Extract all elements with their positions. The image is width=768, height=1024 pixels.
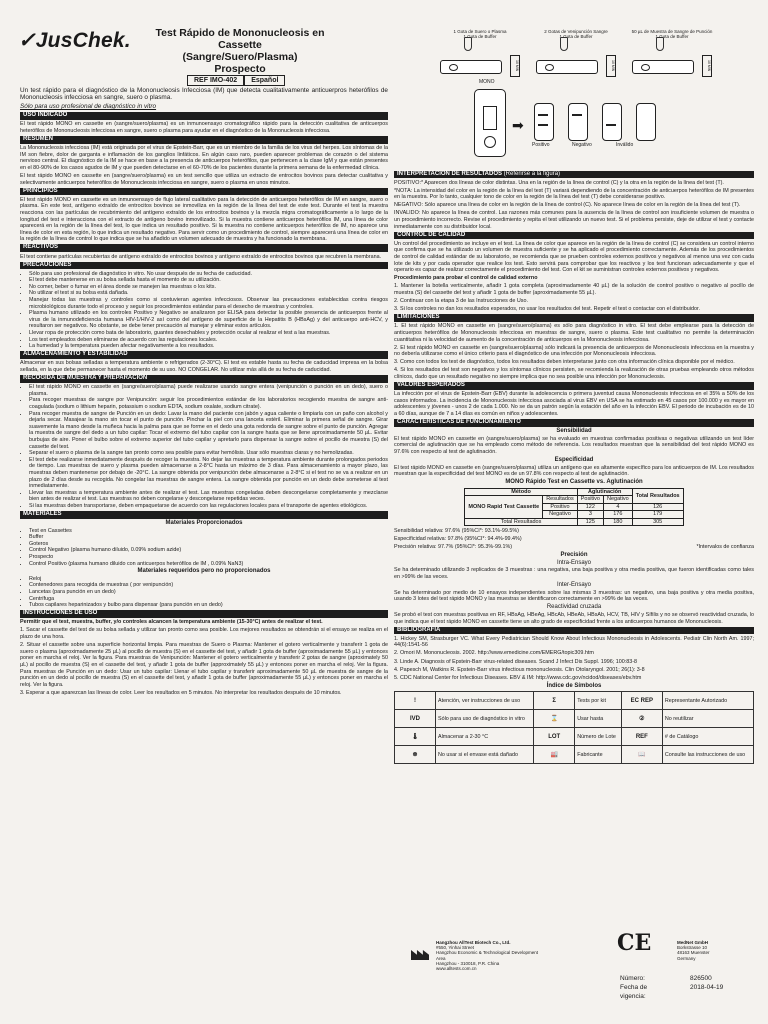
section-heading: BIBLIOGRAFIA (394, 627, 754, 635)
list-item: • El test debe mantenerse en su bolsa sellada hasta el momento de su utilización. (29, 277, 388, 284)
section-heading: PRECAUCIONES (20, 262, 388, 270)
subheading: Materiales requeridos pero no proporcionados (137, 568, 271, 575)
step-text: 2. Continuar con la etapa 3 de las Instrucciones de Uso. (394, 298, 528, 305)
materials-required-list (20, 576, 388, 609)
subheading: Sensibilidad (556, 428, 592, 435)
list-item: • Buffer (29, 534, 388, 541)
performance-table (464, 488, 683, 526)
section-text: El test rápido MONO en cassette en (sangre/suero/plasma) es un test sencillo que utiliza un extracto de entrocitos bovinos para detectar cualitativa y selectivamente anticuerpos heterófilos de Mononucleosis infecciosa en sangre, suero o plasma en unos minutos. (20, 172, 388, 186)
list-item: 3. Como con todos los test de diagnóstico, todos los resultados deben interpretarse junto con otra información clínica disponible por el médico. (394, 359, 735, 366)
table-header: Positivo (577, 496, 603, 503)
reference-item: 5. CDC National Center for Infectious Diseases. EBV & IM: http://www.cdc.gov/ncidod/diseases/ebv.htm (394, 674, 642, 681)
step-text: 1. Mantener la botella verticalmente, añadir 1 gota completa (aproximadamente 40 µL) de la solución de control positivo o negativo al pocillo de muestra (S) del cassette del test y añadir 1 gota de buffer (aproximadamente 55 µL). (394, 283, 754, 296)
list-item: • Test en Cassettes (29, 528, 388, 535)
date-value: 2018-04-19 (690, 984, 724, 991)
subheading: Procedimiento para probar el control de calidad externo (394, 275, 538, 282)
list-item: 1. El test rápido MONO en cassette en (sangre/suero/plasma) es sólo para diagnóstico in vitro. El test debe emplearse para la detección de anticuerpos heterófilos de Mononucleosis infecciosa en muestras de sangre, suero o plasma. Este test cualitativo no permite la determinación cuantitativa ni la velocidad de aumento de la concentración de anticuerpos en la Mononucleosis infecciosa. (394, 323, 754, 343)
symbols-table (394, 691, 754, 764)
reference-item: 2. Omori M. Mononucleosis. 2002. http://www.emedicine.com/EMERG/topic309.htm (394, 650, 594, 657)
materials-provided-list (20, 528, 388, 568)
table-row: Total Resultados 125 180 305 (465, 518, 683, 525)
cassette-icon (536, 60, 598, 74)
section-heading: VALORES ESPERADOS (394, 382, 754, 390)
result-note-text: *NOTA: La intensidad del color en la región de la línea del test (T) variará dependiendo de la concentración de anticuerpos heterófilos de IM presentes en la muestra. Por lo tanto, cualquier tono de color en la región de la línea del test (T) debe considerarse positivo. (394, 187, 754, 201)
section-heading: USO INDICADO (20, 112, 388, 120)
test-cassette-large (474, 89, 506, 157)
list-item: • Llevar las muestras a temperatura ambiente antes de realizar el test. Las muestras congeladas deben descongelarse completamente y mezclarse bien antes de realizar el test. Las muestras no deben congelarse y descongelarse repetidas veces. (29, 490, 388, 503)
brand-logo: ✓JusChek. (18, 29, 131, 52)
result-examples (534, 103, 656, 141)
document-title (134, 27, 346, 75)
list-item: • Manejar todas las muestras y controles como si contuvieran agentes infecciosos. Observar las precauciones establecidas contra riesgos microbiológicos durante todo el proceso y seguir los procedimientos estándar para el desecho de muestras y controles. (29, 297, 388, 310)
table-header: Resultados (543, 496, 578, 503)
step-text: 3. Esperar a que aparezcan las líneas de color. Leer los resultados en 5 minutos. No interpretar los resultados después de 10 minutos. (20, 689, 342, 696)
section-text: Se ha determinado por medio de 10 ensayos independientes sobre las mismas 3 muestras: un negativo, una baja positiva y otra media positiva, usando 3 lotes del test rápido MONO y las muestras se identificaron correctamente en >99% de las veces. (394, 589, 754, 603)
section-text: Un control del procedimiento se incluye en el test. La línea de color que aparece en la región de la línea de control (C) se considera un control interno que confirma que se ha utilizado un volumen de muestra suficiente y se ha aplicado el procedimiento correctamente. Además de los procedimientos de control de calidad estándar de su laboratorio, se recomienda que se prueben controles externos positivos y negativos al menos una vez con cada lote de kits y por cada operador que realice los test. Esto servirá para comprobar que los reactivos y los test funcionan adecuadamente y que el operario es capaz de realizar correctamente el procedimiento del test. Con el kit se suministran controles externos positivos y negativos. (394, 240, 754, 274)
section-heading: CONTROL DE CALIDAD (394, 232, 754, 240)
caution-icon: ! (395, 692, 436, 710)
label-invalid: Inválido (616, 142, 634, 148)
label-positive: Positivo (532, 142, 550, 148)
dropper-icon (560, 37, 568, 51)
table-row: IVD Sólo para uso de diagnóstico in vitro ⌛ Usar hasta ② No reutilizar (395, 710, 754, 728)
table-row: ⊗ No usar si el envase está dañado 🏭 Fabricante 📖 Consulte las instrucciones de uso (395, 746, 754, 764)
section-heading: PRINCIPIOS (20, 188, 388, 196)
subheading: Precisión (560, 552, 588, 559)
invalid-result-icon (602, 103, 622, 141)
reference-item: 1. Hickey SM, Strasburger VC. What Every Pediatrician Should Know About Infectious Mononucleosis in Adolescents. Pediatr Clin North Am. 1997; 44(6):1541-56 (394, 635, 754, 649)
precautions-list (20, 271, 388, 350)
stat-line: Especificidad relativa: 97.8% (95%CI*: 94.4%-99.4%) (394, 536, 522, 543)
capillary-icon (656, 37, 664, 51)
section-text: Almacenar en sus bolsas selladas a temperatura ambiente o refrigerados (2-30°C). El test es estable hasta su fecha de caducidad impresa en la bolsa sellada, en la que debe permanecer hasta el momento de su uso. NO CONGELAR. No utilizar más allá de su fecha de caducidad. (20, 360, 388, 373)
procedure-diagram (394, 25, 754, 165)
negative-result-icon (568, 103, 588, 141)
list-item: • Para recoger muestras de sangre por Venipunción: seguir los procedimientos estándar de los laboratorios recogiendo muestra de sangre anti-coagulada (sodium o lithium heparin, potassium o sodium EDTA, sodium oxalate, sodium citrate). (29, 397, 388, 410)
subheading: Materiales Proporcionados (165, 520, 243, 527)
number-value: 826500 (690, 975, 712, 982)
manufacturer-icon (411, 942, 429, 960)
result-invalid-text: INVALIDO: No aparece la línea de control. Las razones más comunes para la ausencia de la línea de control son insuficiente volumen de muestra o un procedimiento incorrecto. Revise el procedimiento y repita el test utilizando un nuevo test. Si el problema persiste, deje de utilizar el test y contacte inmediatamente con su distribuidor local. (394, 210, 754, 230)
list-item: • Control Negativo (plasma humano diluido, 0.09% sodium azide) (29, 547, 388, 554)
list-item: • La humedad y la temperatura pueden afectar negativamente a los resultados. (29, 343, 388, 350)
table-header: Negativo (603, 496, 632, 503)
language-label: Español (244, 75, 285, 86)
ivd-icon: IVD (395, 710, 436, 728)
table-header: Total Resultados (632, 488, 683, 503)
list-item: 2. El test rápido MONO en cassette en (sangre/suero/plasma) sólo indicará la presencia de anticuerpos de Mononucleosis infecciosa en la muestra y no debería utilizarse como el único criterio para el diagnóstico de una infección por Mononucleosis infecciosa. (394, 344, 754, 358)
timer-icon: 10 MIN (702, 55, 712, 77)
section-heading: RESUMEN (20, 136, 388, 144)
footer-info (620, 974, 723, 1001)
kit-serum: 1 Gota de Suero o Plasma 1 Gota de Buffer 10 MIN (434, 29, 526, 77)
step-text: 1. Sacar el cassette del test de su bolsa sellada y utilizar tan pronto como sea posible. Los mejores resultados se obtendrán si el ensayo se realiza en el plazo de una hora. (20, 627, 388, 641)
section-text: La infección por el virus de Epstein-Barr (EBV) durante la adolescencia o primera juventud causa Mononucleosis infecciosa en el 35% a 50% de los casos informados. La incidencia de Mononucleosis infecciosa asociada al virus EBV en USA se ha estimado en 45 casos por 100.000 y es mayor en adolescentes y jóvenes - unos 2 de cada 1.000. No se da un patrón según la estación del año en la infección EBV. El periodo de incubación es de 10 a 60 días, aunque de 7 a 14 días es común en niños y adolescentes. (394, 391, 754, 417)
list-item: • Si las muestras deben transportarse, deben empaquetarse de acuerdo con las regulaciones locales para el transporte de agentes etiológicos. (29, 503, 388, 510)
section-text: Se ha determinado utilizando 3 replicados de 3 muestras : una negativa, una baja positiva y otra media positiva, que fueron identificadas como tales en >99% de las veces. (394, 567, 754, 581)
section-heading: INTERPRETACION DE RESULTADOS (Referirse a la figura) (394, 171, 754, 179)
brand-name: JusChek. (35, 29, 131, 52)
title-line-3: Prospecto (214, 63, 266, 75)
tests-per-kit-icon: Σ (534, 692, 575, 710)
positive-result-icon (534, 103, 554, 141)
list-item: • Separar el suero o plasma de la sangre tan pronto como sea posible para evitar hemólisis. Usar sólo muestras claras y no hemolizadas. (29, 450, 388, 457)
result-negative-text: NEGATIVO: Sólo aparece una línea de color en la región de la línea de control (C). No aparece línea de color en la región de la línea del test (T). (394, 202, 741, 209)
right-column (394, 169, 754, 999)
list-item: • Lancetas (para punción en un dedo) (29, 589, 388, 596)
kit-venipuncture: 2 Gotas de Venipunción Sangre 1 Gota de Buffer 10 MIN (530, 29, 622, 77)
list-item: • Control Positivo (plasma humano diluido con anticuerpos heterófilos de IM , 0.09% NaN3) (29, 561, 388, 568)
subheading: Inter-Ensayo (556, 582, 592, 589)
ce-mark-icon: CE (617, 930, 652, 956)
section-heading: LIMITACIONES (394, 314, 754, 322)
section-heading: RECOGIDA DE MUESTRA Y PREPARACIÓN (20, 375, 388, 383)
section-text: La Mononucleosis infecciosa (IM) está originada por el virus de Epstein-Barr, que es un miembro de la familia de los virus del herpes. Los síntomas de la IM son fiebre, dolor de garganta e inflamación de los ganglios linfáticos. En algún caso raro, pueden aparecer problemas de corazón o del sistema nervioso central. El diagnóstico de la IM se hace en base a la presencia de anticuerpos heterófilos, que pertenecen a la clase IgM y que están presentes en el 80-90% de los casos agudos de IM y que pueden detectarse en el 60-70% de los pacientes durante la primera semana de la enfermedad clínica. (20, 145, 388, 171)
left-column (20, 87, 388, 927)
list-item: • Para recoger muestra de sangre de Punción en un dedo: Lavar la mano del paciente con jabón y agua caliente o limpiarla con un paño con alcohol y dejarla secar. Masajear la mano sin tocar el punto de punción. Pinchar la piel con una lanceta estéril. Eliminar la primera señal de sangre. Girar suavemente la mano desde la muñeca hacia la palma para que se forme en el dedo una gota redonda de sangre sobre el punto de punción. Agregar la muestra de sangre del dedo a un tubo capilar: Tocar el extremo del tubo capilar con la sangre hasta que se llene aproximadamente 50 µL. Evitar burbujas de aire. Poner el bulbo sobre el extremo superior del tubo capilar y apretarlo para dispensar la sangre sobre el pocillo de muestra (S) del cassette del test. (29, 411, 388, 451)
list-item: • No comer, beber o fumar en el área donde se manejen las muestras o los kits. (29, 284, 388, 291)
section-text: Permitir que el test, muestra, buffer, y/o controles alcancen la temperatura ambiente (15-30°C) antes de realizar el test. (20, 619, 323, 626)
section-text: El test rápido MONO en cassette en (sangre/suero/plasma) utiliza un antígeno que es altamente específico para los anticuerpos de IM. Los resultados muestran que la especificidad del test MONO es de un 97.8% con respecto al test de aglutinación. (394, 464, 754, 478)
subheading: Especificidad (554, 457, 594, 464)
intro-note: Sólo para uso profesional de diagnóstico in vitro (20, 103, 157, 111)
kit-fingerstick: 50 µL de Muestra de Sangre de Punción 1 Gota de Buffer 10 MIN (626, 29, 718, 77)
section-text: El test rápido MONO en cassette es un inmunoensayo de flujo lateral cualitativo para la detección de anticuerpos heterófilos de IM en sangre, suero o plasma. En este test, antígeno extraído de entrocitos bovinos se inmoviliza en la región de la línea del test de este test. Durante el test la muestra reacciona con las partículas de recubrimiento del antígeno extraído de los entrocitos bovinos y la mezcla migra cromatográficamente a lo largo de la longitud del test e interacciona con el extracto de antígeno bovino inmovilizado. Si la muestra contiene anticuerpos heterófilos IM, una línea de color aparecerá en la región de la línea del test, lo que indica un resultado positivo. Si la muestra no contiene anticuerpos heterófilos de IM, no aparece una línea de color en esta región, lo que indica un resultado negativo. Para servir como un procedimiento de control, siempre aparecerá una línea de color en la región de la línea de control lo que indica que se ha añadido un volumen adecuado de muestra y ha funcionado la membrana. (20, 196, 388, 243)
list-item: • Centrífuga (29, 596, 388, 603)
list-item: • Llevar ropa de protección como bata de laboratorio, guantes desechables y protección ocular al realizar el test a las muestras. (29, 330, 388, 337)
subheading: Intra-Ensayo (556, 559, 592, 566)
list-item: • Contenedores para recogida de muestras ( por venipunción) (29, 582, 388, 589)
ref-box (187, 75, 285, 86)
invalid-result-icon (636, 103, 656, 141)
table-row: Positivo 122 4 126 (465, 503, 683, 510)
step-text: 3. Si los controles no dan los resultados esperados, no usar los resultados del test. Repetir el test o contactar con el distribuidor. (394, 306, 700, 313)
cassette-icon (632, 60, 694, 74)
intro-text: Un test rápido para el diagnóstico de la Mononucleosis Infecciosa (IM) que detecta cualitativamente anticuerpros heterófilos de Mononucleosis infecciosa en sangre, suero o plasma. (20, 87, 388, 102)
table-row: 🌡 Almacenar a 2-30 °C LOT Número de Lote REF # de Catálogo (395, 728, 754, 746)
device-label: MONO (479, 79, 495, 85)
reference-item: 4. Papesch M, Watkins R. Epstein-Barr virus infectious mononucleosis. Clin Otolaryngol. 2001; 26(1): 3-8 (394, 666, 645, 673)
list-item: • Reloj (29, 576, 388, 583)
manufacturer-icon: 🏭 (534, 746, 575, 764)
stat-line: Precisión relativa: 97.7% (95%CI*: 95.3%-99.1%) *Intervalos de confianza (394, 544, 754, 551)
arrow-icon: ➡ (512, 117, 524, 133)
table-row-label: MONO Rapid Test Cassette (465, 496, 543, 518)
label-negative: Negativo (572, 142, 592, 148)
ec-rep-icon: EC REP (621, 692, 662, 710)
section-heading: REACTIVOS (20, 244, 388, 252)
list-item: • Tubos capilares heparinizados y bulbo para dispensar (para punción en un dedo) (29, 602, 388, 609)
cassette-icon (440, 60, 502, 74)
table-header: Aglutinación (577, 488, 632, 495)
damaged-package-icon: ⊗ (395, 746, 436, 764)
table-title: MONO Rápido Test en Cassette vs. Aglutinación (505, 479, 643, 486)
section-heading: MATERIALES (20, 511, 388, 519)
specimen-list (20, 384, 388, 509)
stat-line: Sensibilidad relativa: 97.6% (95%CI*: 93.1%-99.5%) (394, 527, 519, 534)
list-item: • Sólo para uso profesional de diagnóstico in vitro. No usar después de su fecha de caducidad. (29, 271, 388, 278)
thermometer-icon: 🌡 (395, 728, 436, 746)
section-text: El test contiene partículas recubiertas de antígeno extraído de entrocitos bovinos y antígeno extraído de entrocitos bovinos que recubren la membrana. (20, 253, 382, 260)
list-item: • El test rápido MONO en cassette en (sangre/suero/plasma) puede realizarse usando sangre entera (venipunción o punción en un dedo), suero o plasma. (29, 384, 388, 397)
hourglass-icon: ⌛ (534, 710, 575, 728)
do-not-reuse-icon: ② (621, 710, 662, 728)
table-header: Método (465, 488, 577, 495)
list-item: • Plasma humano utilizado en los controles Positivo y Negativo se analizaron por ELISA para detectar la posible presencia de anticuerpos frente al virus de la inmunodeficiencia humana HIV-1/HIV-2 así como del antígeno de superficie de la Hepatitis B (HBsAg) y del anticuerpo anti-HCV, y resultaron ser negativos. No obstante, se debe tener precaución al manejar y eliminar estos artículos. (29, 310, 388, 330)
section-text: El test rápido MONO en cassette en (sangre/suero/plasma) es un inmunoensayo cromatográfico rápido para la detección cualitativa de anticuerpos heterófilos de Mononucleosis infecciosa en sangre, suero o plasma para ayudar en el diagnóstico de la Mononucleosis infecciosa. (20, 121, 388, 134)
symbols-title: Índice de Símbolos (546, 682, 602, 689)
list-item: • Los test empleados deben eliminarse de acuerdo con las regulaciones locales. (29, 337, 388, 344)
ec-rep-address: MedNet GmbH Borkstrasse 10 48163 Muenster Germany (677, 940, 710, 961)
manufacturer-address: Hangzhou AllTest Biotech Co., Ltd. #550, Yinhai Street Hangzhou Economic & Technological Development Area Hangzhou - 310018, P.R. China www.alltests.com.cn (436, 940, 538, 972)
ref-number: REF IMO-402 (187, 75, 244, 86)
title-line-1: Test Rápido de Mononucleosis en Cassette (155, 27, 325, 51)
date-label: Fecha de vigencia: (620, 984, 648, 1000)
list-item: • Prospecto (29, 554, 388, 561)
book-icon: 📖 (621, 746, 662, 764)
table-row: ! Atención, ver instrucciones de uso Σ Tests por kit EC REP Representante Autorizado (395, 692, 754, 710)
result-positive-text: POSITIVO:* Aparecen dos líneas de color distintas. Una en la región de la línea de control (C) y la otra en la región de la línea del test (T). (394, 179, 724, 186)
title-line-2: (Sangre/Suero/Plasma) (182, 51, 298, 63)
timer-icon: 10 MIN (606, 55, 616, 77)
list-item: • Goteros (29, 541, 388, 548)
section-heading: CARACTERISTICAS DE FUNCIONAMIENTO (394, 419, 754, 427)
list-item: • No utilizar el test si su bolsa está dañada. (29, 290, 388, 297)
section-text: Se probó el test con muestras positivas en RF, HBsAg, HBeAg, HBcAb, HBeAb, HBsAb, HCV, TB, HIV y Sífilis y no se observó reactividad cruzada, lo que indica que el test rápido MONO en cassette tiene un alto grado de especificidad frente a los anticuerpos humanos de Mononucleosis. (394, 612, 754, 625)
step-text: 2. Situar el cassette sobre una superficie horizontal limpia. Para muestras de Suero o Plasma: Mantener el gotero verticalmente y transferir 1 gota de suero o plasma (aproximadamente 25 µL) al pocillo de muestra (S) en el cassette del test, y añadir 1 gota de buffer (aproximadamente 55 µL) y entonces poner en marcha el reloj. Ver la figura. Para muestras de Venipunción: Mantener el gotero verticalmente y transferir 2 gotas de sangre (aproximately 50 µL) al pocillo de muestra (S) en el cassette del test, y añadir 1 gota de buffer (approximately 55 µL) y entonces poner en marcha el reloj. Ver la figura. Para muestras de Punción en un dedo: Usar un tubo capilar: Llenar el tubo capilar y transferir aproximadamente 50 µL de muestra de sangre de la punción en un dedo al pocillo de muestra (S) en el cassette del test, y añadir 1 gota de buffer (aproximadamente 55 µL) y entonces poner en marcha el reloj. Ver la figura. (20, 642, 388, 688)
section-text: El test rápido MONO en cassette en (sangre/suero/plasma) se ha evaluado en muestras confirmadas positivas o negativas utilizando un test líder comercial de aglutinación que se ha empleado como método de referencia. Los resultados muestran que la sensibilidad del test rápido MONO es 97.6% con respecto al test de aglutinación. (394, 435, 754, 455)
dropper-icon (464, 37, 472, 51)
lot-icon: LOT (534, 728, 575, 746)
ref-icon: REF (621, 728, 662, 746)
subheading: Reactividad cruzada (546, 604, 602, 611)
reference-item: 3. Linde A. Diagnosis of Epstein-Barr virus-related diseases. Scand J Infect Dis Suppl. 1996; 100:83-8 (394, 658, 638, 665)
list-item: • El test debe realizarse inmediatamente después de recoger la muestra. No dejar las muestras a temperatura ambiente durante prolongados periodos de tiempo. Las muestras de suero y plasma pueden almacenarse a 2-8°C hasta un máximo de 3 días. Para almacenamiento a mayor plazo, las muestras deben mantenerse por debajo de -20°C. La sangre obtenida por venipunción debe almacenarse a 2-8°C si el test no se va a realizar en un plazo de 2 días desde su recogida. No congelar las muestras de sangre entera. La sangre obtenida por punción en un dedo debe someterse al test inmediatamente. (29, 457, 388, 490)
timer-icon: 10 MIN (510, 55, 520, 77)
number-label: Número: (620, 975, 645, 982)
table-row: Negativo 3 176 179 (465, 511, 683, 518)
list-item: 4. Si los resultados del test son negativos y los síntomas clínicos persisten, se recomienda la realización de otras pruebas empleando otros métodos clínicos, dado que un resultado negativo no siempre implica que no sea posible una infección por Mononucleosis. (394, 367, 754, 381)
section-heading: ALMACENAMIENTO Y ESTABILIDAD (20, 351, 388, 359)
section-heading: INSTRUCCIONES DE USO (20, 610, 388, 618)
